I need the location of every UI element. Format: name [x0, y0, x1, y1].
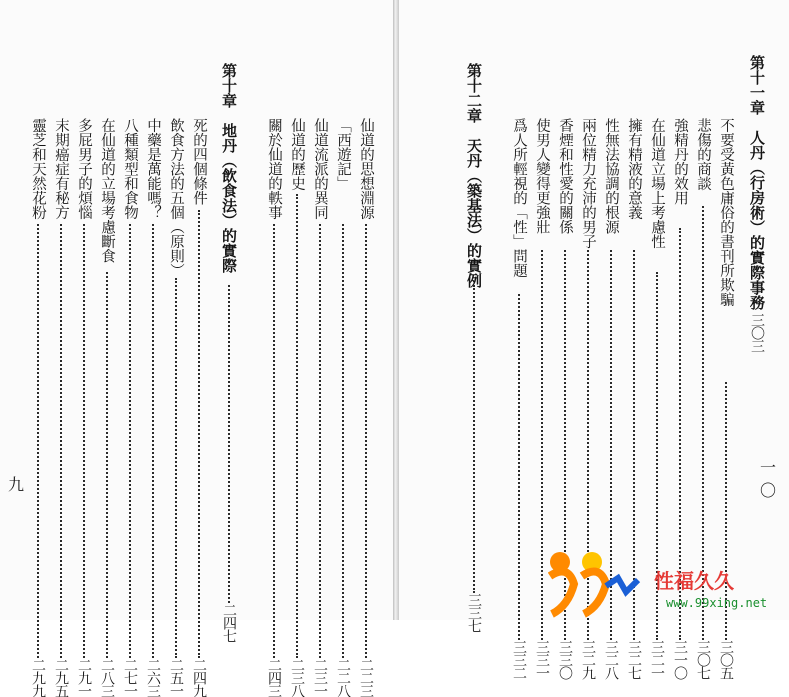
- toc-entry-title: 八種類型和食物: [122, 118, 138, 220]
- toc-entry-page: 三三一: [534, 640, 550, 679]
- toc-entry-page: 三〇七: [695, 640, 711, 679]
- toc-entry-page: 二五一: [168, 658, 184, 697]
- leader-dots: [60, 224, 62, 658]
- leader-dots: [228, 285, 230, 603]
- toc-entry-title: 爲人所輕視的「性」問題: [511, 118, 527, 278]
- toc-entry-title: 「西遊記」: [335, 118, 351, 191]
- right-page: [397, 0, 789, 620]
- book-gutter: [393, 0, 399, 620]
- logo-99-icon: [550, 572, 606, 615]
- leader-dots: [319, 224, 321, 658]
- leader-dots: [106, 272, 108, 658]
- toc-entry-title: 仙道流派的異同: [312, 118, 328, 220]
- toc-entry-title: 關於仙道的軼事: [266, 118, 282, 220]
- toc-entry-title: 香煙和性愛的關係: [557, 118, 573, 234]
- toc-entry-page: 三二七: [626, 640, 642, 679]
- chapter-page: 二四七: [221, 603, 237, 642]
- toc-entry-page: 二八三: [99, 658, 115, 697]
- chapter-title: 第十一章 人丹（行房術）的實際事務: [748, 55, 766, 310]
- toc-entry-title: 悲傷的商談: [695, 118, 711, 191]
- toc-entry-page: 三三〇: [557, 640, 573, 679]
- leader-dots: [342, 224, 344, 658]
- toc-entry-title: 不要受黃色庸俗的書刊所欺騙: [718, 118, 734, 307]
- toc-entry-page: 三二一: [649, 640, 665, 679]
- toc-entry-page: 二四三: [266, 658, 282, 697]
- toc-entry-title: 使男人變得更強壯: [534, 118, 550, 234]
- leader-dots: [175, 278, 177, 658]
- toc-entry-title: 在仙道立場上考慮性: [649, 118, 665, 249]
- toc-entry-title: 擁有精液的意義: [626, 118, 642, 220]
- toc-entry-title: 在仙道的立場考慮斷食: [99, 118, 115, 263]
- toc-entry-page: 二六三: [145, 658, 161, 697]
- toc-entry-page: 二二三: [358, 658, 374, 697]
- right-folio: 一〇: [760, 458, 777, 500]
- toc-entry-page: 二九九: [30, 658, 46, 697]
- logo-brand-text: 性福久久: [654, 571, 734, 593]
- toc-entry-title: 兩位精力充沛的男子: [580, 118, 596, 249]
- toc-entry-title: 末期癌症有秘方: [53, 118, 69, 220]
- logo-x-icon: [606, 578, 638, 592]
- toc-entry-page: 二三八: [289, 658, 305, 697]
- chapter-page: 三〇三: [749, 313, 765, 352]
- leader-dots: [518, 294, 520, 640]
- toc-entry-title: 中藥是萬能嗎？: [145, 118, 161, 220]
- toc-entry-title: 多屁男子的煩惱: [76, 118, 92, 220]
- toc-entry-title: 仙道的思想淵源: [358, 118, 374, 220]
- chapter-title: 第十章 地丹（飲食法）的實際: [220, 63, 238, 273]
- toc-entry-page: 二九一: [76, 658, 92, 697]
- toc-entry-title: 飲食方法的五個（原則）: [168, 118, 184, 278]
- leader-dots: [152, 224, 154, 658]
- leader-dots: [541, 250, 543, 640]
- toc-entry-page: 二七一: [122, 658, 138, 697]
- leader-dots: [296, 194, 298, 658]
- toc-entry-page: 二二八: [335, 658, 351, 697]
- toc-entry-title: 強精丹的效用: [672, 118, 688, 205]
- leader-dots: [129, 224, 131, 658]
- toc-entry-title: 性無法協調的根源: [603, 118, 619, 234]
- toc-entry-page: 三三二: [511, 640, 527, 679]
- leader-dots: [273, 224, 275, 658]
- toc-entry-page: 二九五: [53, 658, 69, 697]
- toc-entry-page: 三二八: [603, 640, 619, 679]
- toc-entry-page: 三二九: [580, 640, 596, 679]
- toc-entry-page: 二四九: [191, 658, 207, 697]
- leader-dots: [37, 224, 39, 658]
- leader-dots: [473, 285, 475, 593]
- chapter-title: 第十二章 天丹（築基法）的實例: [465, 63, 483, 288]
- toc-entry-page: 二三一: [312, 658, 328, 697]
- chapter-page: 三三七: [466, 593, 482, 632]
- toc-entry-page: 三〇五: [718, 640, 734, 679]
- left-folio: 九: [8, 475, 25, 494]
- leader-dots: [365, 224, 367, 658]
- toc-entry-title: 仙道的歷史: [289, 118, 305, 191]
- leader-dots: [198, 210, 200, 658]
- toc-entry-title: 死的四個條件: [191, 118, 207, 205]
- leader-dots: [83, 224, 85, 658]
- toc-entry-title: 靈芝和天然花粉: [30, 118, 46, 220]
- watermark-url: www.99xing.net: [666, 596, 768, 610]
- toc-entry-page: 三一〇: [672, 640, 688, 679]
